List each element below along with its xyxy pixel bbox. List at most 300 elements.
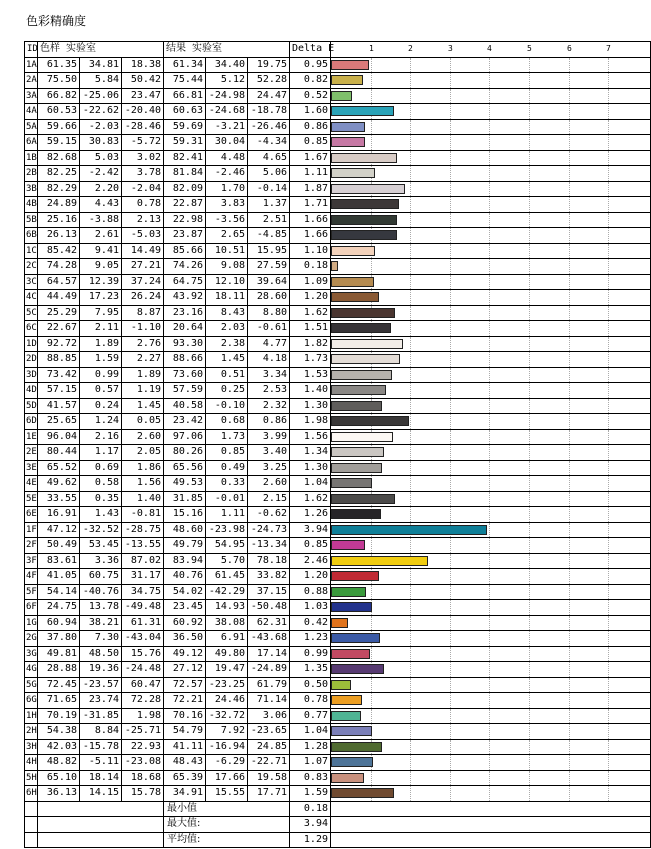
delta-e-bar [331, 60, 369, 70]
grid-line [529, 151, 530, 166]
grid-line [410, 73, 411, 88]
delta-e-value: 1.40 [290, 383, 331, 399]
grid-line [410, 461, 411, 476]
delta-e-value: 0.85 [290, 538, 331, 554]
delta-e-value: 1.30 [290, 399, 331, 415]
result-value: 49.80 [206, 647, 248, 663]
grid-line [450, 228, 451, 243]
sample-value: 24.75 [38, 600, 80, 616]
grid-line [569, 337, 570, 352]
delta-e-value: 0.78 [290, 693, 331, 709]
summary-value: 0.18 [290, 802, 331, 818]
delta-e-value: 0.77 [290, 709, 331, 725]
sample-value: 1.86 [122, 461, 164, 477]
grid-line [608, 290, 609, 305]
result-value: -23.25 [206, 678, 248, 694]
delta-e-bar-cell [331, 678, 651, 694]
delta-e-bar-cell [331, 445, 651, 461]
delta-e-bar-cell [331, 89, 651, 105]
grid-line [529, 306, 530, 321]
table-row [25, 492, 651, 508]
delta-e-value: 1.73 [290, 352, 331, 368]
result-value: 22.98 [164, 213, 206, 229]
grid-line [489, 523, 490, 538]
grid-line [569, 213, 570, 228]
grid-line [450, 89, 451, 104]
summary-row [25, 833, 651, 849]
row-id: 4D [25, 383, 38, 399]
result-value: 0.51 [206, 368, 248, 384]
grid-line [529, 259, 530, 274]
table-row [25, 538, 651, 554]
delta-e-bar [331, 726, 372, 736]
sample-value: 33.55 [38, 492, 80, 508]
grid-line [608, 337, 609, 352]
table-row [25, 228, 651, 244]
grid-line [569, 368, 570, 383]
delta-e-bar-cell [331, 414, 651, 430]
grid-line [371, 693, 372, 708]
header-color-lab: 色样 实验室 [38, 42, 164, 58]
grid-line [529, 771, 530, 786]
result-value: 40.58 [164, 399, 206, 415]
grid-line [569, 399, 570, 414]
grid-line [489, 476, 490, 491]
sample-value: 66.82 [38, 89, 80, 105]
grid-line [569, 182, 570, 197]
row-id: 2E [25, 445, 38, 461]
grid-line [489, 337, 490, 352]
delta-e-bar [331, 556, 428, 566]
sample-value: 1.89 [122, 368, 164, 384]
sample-value: 53.45 [80, 538, 122, 554]
grid-line [569, 197, 570, 212]
table-row [25, 569, 651, 585]
grid-line [608, 724, 609, 739]
grid-line [489, 616, 490, 631]
row-id: 3A [25, 89, 38, 105]
result-value: 24.47 [248, 89, 290, 105]
grid-line [410, 724, 411, 739]
delta-e-bar [331, 246, 375, 256]
delta-e-value: 0.83 [290, 771, 331, 787]
sample-value: 70.19 [38, 709, 80, 725]
result-value: 34.91 [164, 786, 206, 802]
delta-e-value: 1.20 [290, 569, 331, 585]
result-value: 2.53 [248, 383, 290, 399]
sample-value: 85.42 [38, 244, 80, 260]
grid-line [450, 275, 451, 290]
sample-value: 75.50 [38, 73, 80, 89]
sample-value: 48.50 [80, 647, 122, 663]
delta-e-bar-cell [331, 786, 651, 802]
grid-line [410, 693, 411, 708]
grid-line [450, 709, 451, 724]
grid-line [529, 662, 530, 677]
scale-tick: 7 [606, 44, 611, 53]
result-value: -13.34 [248, 538, 290, 554]
grid-line [569, 228, 570, 243]
result-value: 15.55 [206, 786, 248, 802]
delta-e-bar-cell [331, 461, 651, 477]
result-value: -24.89 [248, 662, 290, 678]
row-id: 5F [25, 585, 38, 601]
grid-line [371, 771, 372, 786]
result-value: 6.91 [206, 631, 248, 647]
table-row [25, 709, 651, 725]
grid-line [410, 166, 411, 181]
grid-line [489, 430, 490, 445]
result-value: 28.60 [248, 290, 290, 306]
grid-line [608, 430, 609, 445]
grid-line [450, 724, 451, 739]
table-row [25, 151, 651, 167]
grid-line [529, 166, 530, 181]
table-row [25, 662, 651, 678]
sample-value: 0.58 [80, 476, 122, 492]
grid-line [450, 259, 451, 274]
grid-line [450, 554, 451, 569]
sample-value: 1.24 [80, 414, 122, 430]
row-id: 5H [25, 771, 38, 787]
table-row [25, 399, 651, 415]
sample-value: 60.75 [80, 569, 122, 585]
delta-e-bar-cell [331, 228, 651, 244]
sample-value: 80.44 [38, 445, 80, 461]
result-value: 54.02 [164, 585, 206, 601]
grid-line [529, 476, 530, 491]
grid-line [410, 414, 411, 429]
summary-value: 1.29 [290, 833, 331, 849]
grid-line [450, 120, 451, 135]
delta-e-bar-cell [331, 724, 651, 740]
grid-line [529, 321, 530, 336]
grid-line [569, 352, 570, 367]
grid-line [529, 755, 530, 770]
grid-line [450, 213, 451, 228]
grid-line [410, 213, 411, 228]
sample-value: 2.05 [122, 445, 164, 461]
grid-line [450, 476, 451, 491]
result-value: 49.12 [164, 647, 206, 663]
result-value: -3.56 [206, 213, 248, 229]
delta-e-value: 1.03 [290, 600, 331, 616]
result-value: 7.92 [206, 724, 248, 740]
grid-line [371, 678, 372, 693]
table-row [25, 166, 651, 182]
grid-line [529, 228, 530, 243]
summary-bar-spacer [331, 817, 651, 833]
grid-line [489, 786, 490, 801]
result-value: 1.45 [206, 352, 248, 368]
delta-e-bar [331, 509, 381, 519]
sample-value: 74.28 [38, 259, 80, 275]
grid-line [450, 631, 451, 646]
grid-line [410, 538, 411, 553]
result-value: -22.71 [248, 755, 290, 771]
grid-line [529, 585, 530, 600]
grid-line [608, 151, 609, 166]
result-value: 2.51 [248, 213, 290, 229]
result-value: 15.95 [248, 244, 290, 260]
grid-line [410, 569, 411, 584]
result-value: 49.79 [164, 538, 206, 554]
sample-value: -13.55 [122, 538, 164, 554]
result-value: 23.16 [164, 306, 206, 322]
sample-value: 72.45 [38, 678, 80, 694]
result-value: -18.78 [248, 104, 290, 120]
result-value: -42.29 [206, 585, 248, 601]
grid-line [450, 104, 451, 119]
grid-line [489, 554, 490, 569]
delta-e-bar-cell [331, 430, 651, 446]
result-value: 3.06 [248, 709, 290, 725]
delta-e-bar-cell [331, 662, 651, 678]
sample-value: 15.78 [122, 786, 164, 802]
delta-e-value: 1.07 [290, 755, 331, 771]
delta-e-bar-cell [331, 306, 651, 322]
grid-line [529, 678, 530, 693]
result-value: 48.43 [164, 755, 206, 771]
grid-line [529, 693, 530, 708]
grid-line [450, 58, 451, 73]
delta-e-value: 0.99 [290, 647, 331, 663]
grid-line [450, 507, 451, 522]
delta-e-bar [331, 540, 365, 550]
sample-value: 19.36 [80, 662, 122, 678]
delta-e-bar-cell [331, 213, 651, 229]
grid-line [489, 228, 490, 243]
grid-line [371, 538, 372, 553]
grid-line [608, 585, 609, 600]
delta-e-value: 1.56 [290, 430, 331, 446]
grid-line [529, 213, 530, 228]
table-row [25, 786, 651, 802]
result-value: 59.69 [164, 120, 206, 136]
grid-line [529, 554, 530, 569]
grid-line [450, 321, 451, 336]
result-value: 20.64 [164, 321, 206, 337]
grid-line [410, 259, 411, 274]
row-id: 5B [25, 213, 38, 229]
sample-value: 1.45 [122, 399, 164, 415]
sample-value: 2.13 [122, 213, 164, 229]
sample-value: 82.29 [38, 182, 80, 198]
delta-e-bar [331, 91, 352, 101]
result-value: 4.65 [248, 151, 290, 167]
grid-line [608, 197, 609, 212]
result-value: 4.77 [248, 337, 290, 353]
result-value: 54.95 [206, 538, 248, 554]
row-id: 2B [25, 166, 38, 182]
table-row [25, 740, 651, 756]
grid-line [608, 554, 609, 569]
grid-line [410, 275, 411, 290]
grid-line [489, 693, 490, 708]
sample-value: 14.49 [122, 244, 164, 260]
sample-value: 14.15 [80, 786, 122, 802]
sample-value: -2.03 [80, 120, 122, 136]
grid-line [371, 616, 372, 631]
grid-line [608, 507, 609, 522]
delta-e-bar [331, 680, 351, 690]
delta-e-value: 0.86 [290, 120, 331, 136]
sample-value: 1.17 [80, 445, 122, 461]
grid-line [529, 352, 530, 367]
sample-value: 44.49 [38, 290, 80, 306]
grid-line [569, 89, 570, 104]
grid-line [489, 368, 490, 383]
sample-value: 92.72 [38, 337, 80, 353]
grid-line [608, 120, 609, 135]
row-id: 3E [25, 461, 38, 477]
grid-line [529, 104, 530, 119]
delta-e-bar-cell [331, 368, 651, 384]
grid-line [410, 662, 411, 677]
result-value: 74.26 [164, 259, 206, 275]
sample-value: -23.57 [80, 678, 122, 694]
grid-line [569, 104, 570, 119]
result-value: 60.92 [164, 616, 206, 632]
grid-line [450, 755, 451, 770]
grid-line [569, 120, 570, 135]
grid-line [450, 383, 451, 398]
row-id: 6A [25, 135, 38, 151]
delta-e-bar-cell [331, 197, 651, 213]
grid-line [489, 244, 490, 259]
sample-value: 2.27 [122, 352, 164, 368]
grid-line [489, 538, 490, 553]
grid-line [569, 554, 570, 569]
result-value: 85.66 [164, 244, 206, 260]
grid-line [608, 135, 609, 150]
row-id: 1A [25, 58, 38, 74]
grid-line [450, 662, 451, 677]
grid-line [450, 492, 451, 507]
grid-line [489, 58, 490, 73]
grid-line [410, 678, 411, 693]
grid-line [489, 600, 490, 615]
grid-line [529, 58, 530, 73]
delta-e-value: 0.18 [290, 259, 331, 275]
sample-value: 65.10 [38, 771, 80, 787]
delta-e-value: 1.60 [290, 104, 331, 120]
sample-value: 18.68 [122, 771, 164, 787]
result-value: 17.14 [248, 647, 290, 663]
delta-e-bar [331, 308, 395, 318]
sample-value: 36.13 [38, 786, 80, 802]
grid-line [608, 383, 609, 398]
grid-line [608, 352, 609, 367]
delta-e-bar [331, 385, 386, 395]
delta-e-value: 1.53 [290, 368, 331, 384]
grid-line [489, 321, 490, 336]
delta-e-value: 1.26 [290, 507, 331, 523]
grid-line [529, 538, 530, 553]
grid-line [569, 476, 570, 491]
sample-value: 0.57 [80, 383, 122, 399]
grid-line [410, 290, 411, 305]
delta-e-value: 1.87 [290, 182, 331, 198]
table-row [25, 616, 651, 632]
table-header [25, 42, 651, 58]
delta-e-value: 1.82 [290, 337, 331, 353]
delta-e-value: 1.66 [290, 228, 331, 244]
sample-value: 0.99 [80, 368, 122, 384]
sample-value: -43.04 [122, 631, 164, 647]
grid-line [569, 461, 570, 476]
sample-value: 3.78 [122, 166, 164, 182]
table-row [25, 414, 651, 430]
delta-e-bar [331, 215, 397, 225]
grid-line [569, 647, 570, 662]
result-value: 3.40 [248, 445, 290, 461]
table-row [25, 290, 651, 306]
row-id: 3D [25, 368, 38, 384]
grid-line [569, 616, 570, 631]
grid-line [410, 476, 411, 491]
result-value: 61.45 [206, 569, 248, 585]
result-value: -0.14 [248, 182, 290, 198]
delta-e-value: 1.11 [290, 166, 331, 182]
delta-e-bar-cell [331, 135, 651, 151]
grid-line [410, 306, 411, 321]
result-value: -23.65 [248, 724, 290, 740]
grid-line [450, 616, 451, 631]
result-value: 23.42 [164, 414, 206, 430]
row-id: 4C [25, 290, 38, 306]
table-row [25, 585, 651, 601]
sample-value: 25.29 [38, 306, 80, 322]
table-row [25, 321, 651, 337]
result-value: 0.86 [248, 414, 290, 430]
sample-value: -49.48 [122, 600, 164, 616]
grid-line [608, 89, 609, 104]
scale-tick: 3 [448, 44, 453, 53]
result-value: 23.87 [164, 228, 206, 244]
row-id: 5E [25, 492, 38, 508]
delta-e-bar-cell [331, 616, 651, 632]
grid-line [489, 275, 490, 290]
result-value: 23.45 [164, 600, 206, 616]
grid-line [569, 58, 570, 73]
grid-line [529, 244, 530, 259]
delta-e-value: 1.09 [290, 275, 331, 291]
delta-e-bar [331, 401, 382, 411]
grid-line [371, 135, 372, 150]
grid-line [410, 755, 411, 770]
summary-spacer [38, 802, 164, 818]
sample-value: 38.21 [80, 616, 122, 632]
sample-value: -24.48 [122, 662, 164, 678]
summary-label: 最小值 [164, 802, 290, 818]
delta-e-bar [331, 199, 399, 209]
delta-e-bar-cell [331, 647, 651, 663]
grid-line [529, 430, 530, 445]
delta-e-value: 0.52 [290, 89, 331, 105]
scale-tick: 5 [527, 44, 532, 53]
grid-line [569, 600, 570, 615]
sample-value: 5.84 [80, 73, 122, 89]
grid-line [608, 166, 609, 181]
delta-e-bar [331, 711, 361, 721]
grid-line [569, 244, 570, 259]
delta-e-bar [331, 773, 364, 783]
result-value: -24.73 [248, 523, 290, 539]
sample-value: -40.76 [80, 585, 122, 601]
sample-value: 71.65 [38, 693, 80, 709]
summary-label: 平均值: [164, 833, 290, 849]
